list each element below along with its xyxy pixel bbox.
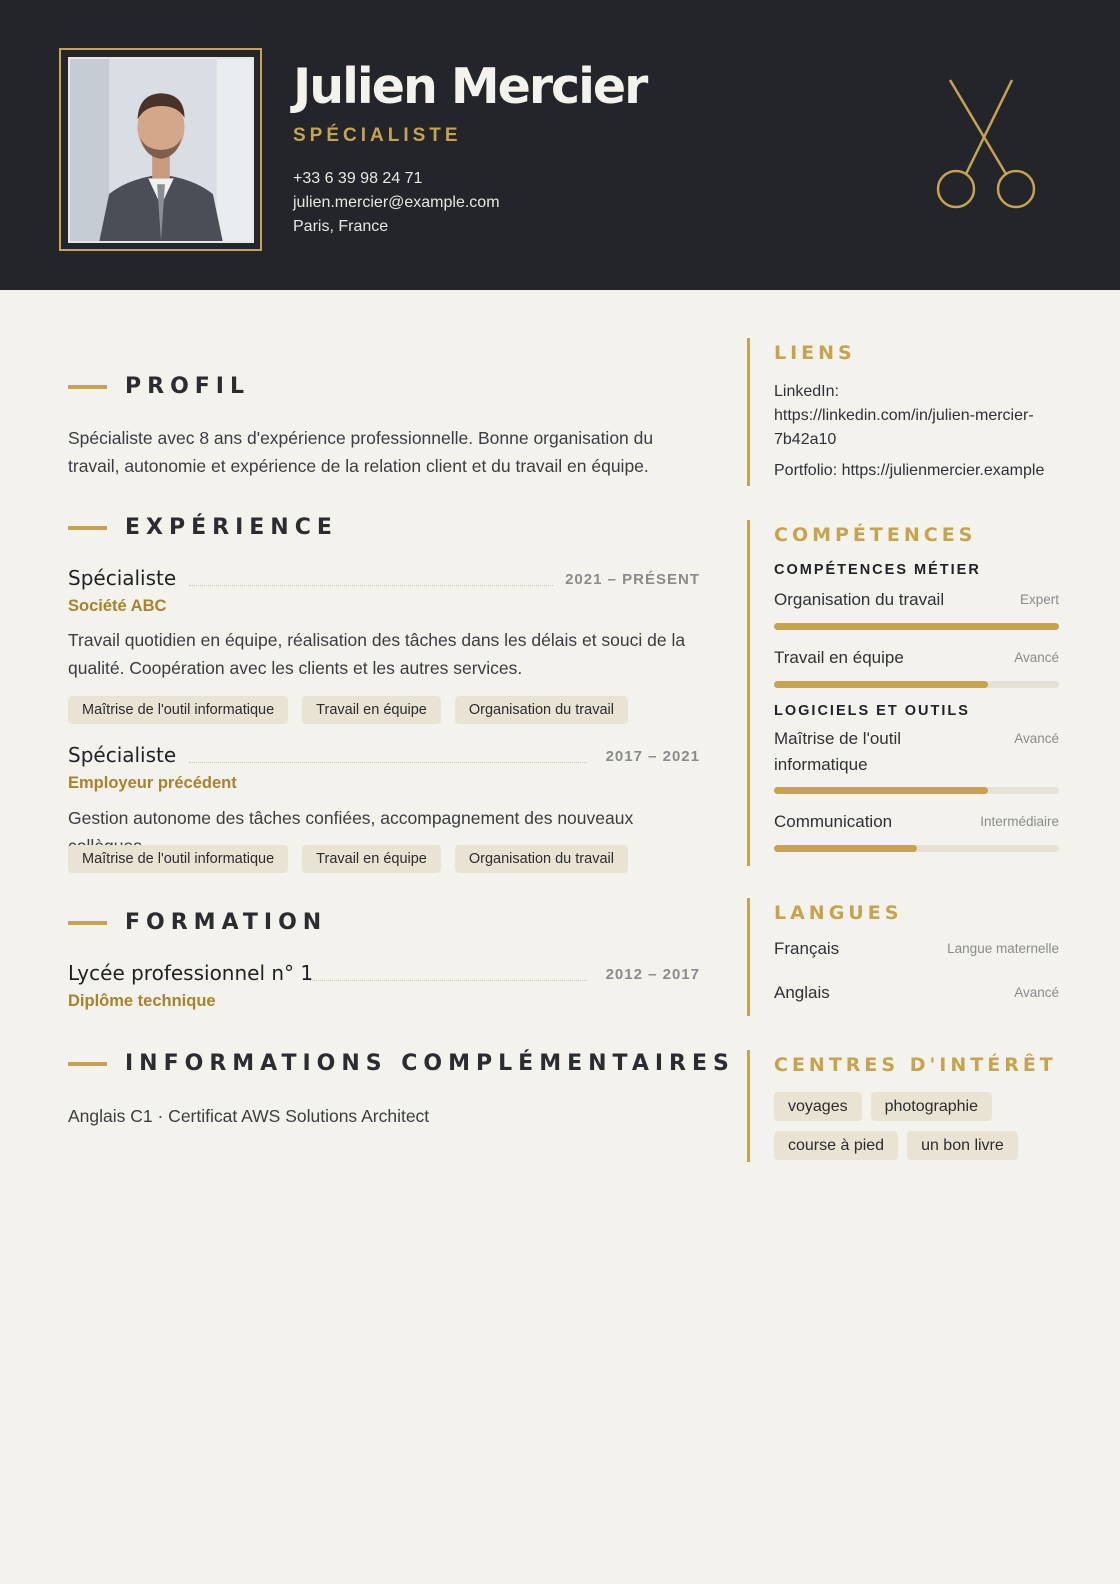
sidebar-heading: CENTRES D'INTÉRÊT [774, 1054, 1057, 1076]
dotted-leader [189, 585, 553, 586]
skill-tag: Organisation du travail [455, 845, 628, 873]
scissors-icon [930, 78, 1046, 212]
profile-photo-frame [59, 48, 262, 251]
skill-meter-fill [774, 623, 1059, 630]
skill-level: Expert [1019, 592, 1059, 607]
section-accent-bar [68, 921, 107, 925]
header-banner [0, 0, 1120, 290]
skill-meter [774, 787, 1059, 794]
language-item [774, 980, 1059, 1006]
language-item [774, 936, 1059, 962]
skill-tag: Organisation du travail [455, 696, 628, 724]
skill-item [774, 645, 1059, 671]
interest-tags [774, 1092, 1034, 1160]
dotted-leader [310, 980, 587, 981]
school-name: Lycée professionnel n° 1 [68, 961, 314, 985]
section-accent-bar [68, 385, 107, 389]
education-dates: 2012 – 2017 [605, 966, 700, 983]
interest-tag: voyages [774, 1092, 862, 1121]
skill-item [774, 587, 1059, 613]
skill-level: Avancé [1014, 650, 1059, 665]
section-header-profile [68, 374, 250, 399]
skill-meter-fill [774, 787, 988, 794]
sidebar-heading: LANGUES [774, 902, 903, 924]
additional-info: Anglais C1 · Certificat AWS Solutions Architect [68, 1106, 430, 1126]
language-name: Anglais [774, 983, 830, 1002]
dotted-leader [189, 762, 587, 763]
skill-tag: Maîtrise de l'outil informatique [68, 845, 288, 873]
company-name: Société ABC [68, 597, 167, 615]
skill-tag: Maîtrise de l'outil informatique [68, 696, 288, 724]
interests-block [747, 1050, 1059, 1162]
location: Paris, France [293, 218, 389, 235]
skill-name: Organisation du travail [774, 590, 945, 609]
job-tags [68, 696, 628, 724]
skill-item [774, 809, 1059, 835]
job-dates: 2021 – PRÉSENT [565, 571, 700, 588]
profile-photo [68, 57, 254, 243]
skill-meter [774, 681, 1059, 688]
linkedin-link[interactable] [774, 380, 1059, 452]
skill-meter [774, 845, 1059, 852]
phone-number: +33 6 39 98 24 71 [293, 170, 423, 187]
section-accent-bar [68, 526, 107, 530]
email-address: julien.mercier@example.com [293, 194, 500, 211]
linkedin-url-cont: 7b42a10 [774, 431, 837, 448]
candidate-name: Julien Mercier [293, 58, 647, 115]
job-description: Travail quotidien en équipe, réalisation des tâches dans les délais et souci de la qualité. Coopération avec les clients et les autres services. [68, 630, 686, 678]
profile-summary: Spécialiste avec 8 ans d'expérience professionnelle. Bonne organisation du travail, autonomie et expérience de la relation client et du travail en équipe. [68, 428, 654, 476]
skill-name: Maîtrise de l'outil informatique [774, 729, 902, 774]
interest-tag: un bon livre [907, 1131, 1018, 1160]
section-title: EXPÉRIENCE [125, 515, 338, 540]
candidate-title: SPÉCIALISTE [293, 125, 462, 146]
links-block [747, 338, 1059, 486]
section-accent-bar [68, 1062, 107, 1066]
skill-item [774, 726, 1059, 778]
interest-tag: course à pied [774, 1131, 898, 1160]
job-dates: 2017 – 2021 [605, 748, 700, 765]
linkedin-label: LinkedIn: [774, 383, 839, 400]
job-tags [68, 845, 628, 873]
skill-tag: Travail en équipe [302, 696, 441, 724]
company-name: Employeur précédent [68, 774, 237, 792]
skills-group-title: COMPÉTENCES MÉTIER [774, 562, 981, 578]
skill-level: Avancé [1014, 731, 1059, 746]
section-header-education [68, 910, 327, 935]
linkedin-url: https://linkedin.com/in/julien-mercier- [774, 407, 1034, 424]
language-level: Avancé [1014, 985, 1059, 1000]
job-title: Spécialiste [68, 566, 177, 590]
skills-block [747, 520, 1059, 866]
section-title: PROFIL [125, 374, 250, 399]
language-level: Langue maternelle [947, 941, 1059, 956]
contact-info [293, 167, 500, 239]
skill-name: Communication [774, 812, 893, 831]
section-title: INFORMATIONS COMPLÉMENTAIRES [125, 1051, 735, 1076]
job-description: Gestion autonome des tâches confiées, accompagnement des nouveaux [68, 808, 634, 828]
skill-meter [774, 623, 1059, 630]
section-header-additional [68, 1051, 735, 1076]
portrait-image [70, 59, 252, 241]
skill-meter-fill [774, 681, 988, 688]
interest-tag: photographie [871, 1092, 992, 1121]
skill-meter-fill [774, 845, 917, 852]
skill-tag: Travail en équipe [302, 845, 441, 873]
job-title: Spécialiste [68, 743, 177, 767]
languages-block [747, 898, 1059, 1016]
skill-level: Intermédiaire [980, 814, 1059, 829]
portfolio-link[interactable]: Portfolio: https://julienmercier.example [774, 462, 1045, 479]
section-header-experience [68, 515, 338, 540]
degree-name: Diplôme technique [68, 992, 216, 1010]
skill-name: Travail en équipe [774, 648, 904, 667]
sidebar-heading: LIENS [774, 342, 856, 364]
sidebar-heading: COMPÉTENCES [774, 524, 977, 546]
skills-group-title: LOGICIELS ET OUTILS [774, 703, 970, 719]
section-title: FORMATION [125, 910, 328, 935]
language-name: Français [774, 939, 840, 958]
